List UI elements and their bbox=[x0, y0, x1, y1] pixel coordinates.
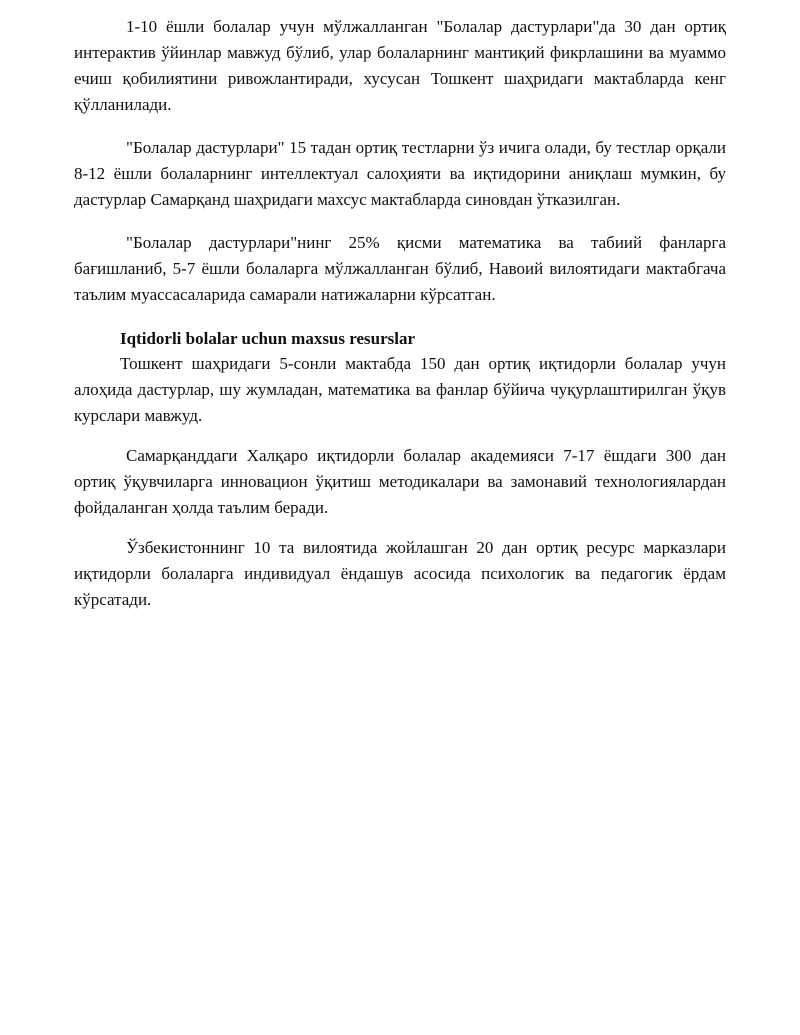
paragraph-2: "Болалар дастурлари" 15 тадан ортиқ тестларни ўз ичига олади, бу тестлар орқали 8-12 ёшли болаларнинг интеллектуал салоҳияти ва иқтидорини аниқлаш мумкин, бу дастурлар Самарқанд шаҳридаги махсус мактабларда синовдан ўтказилган. bbox=[74, 138, 726, 209]
section-paragraph-3: Ўзбекистоннинг 10 та вилоятида жойлашган 20 дан ортиқ ресурс марказлари иқтидорли болаларга индивидуал ёндашув асосида психологик ва педагогик ёрдам кўрсатади. bbox=[74, 538, 726, 609]
document-body bbox=[74, 14, 726, 613]
section-paragraph-2: Самарқанддаги Халқаро иқтидорли болалар академияси 7-17 ёшдаги 300 дан ортиқ ўқувчиларга инновацион ўқитиш методикалари ва замонавий технологиялардан фойдаланган ҳолда таълим беради. bbox=[74, 446, 726, 517]
paragraph-1: 1-10 ёшли болалар учун мўлжалланган "Болалар дастурлари"да 30 дан ортиқ интерактив ўйинлар мавжуд бўлиб, улар болаларнинг мантиқий фикрлашини ва муаммо ечиш қобилиятини ривожлантиради, хусусан Тошкент шаҳридаги мактабларда кенг қўлланилади. bbox=[74, 17, 726, 114]
section-heading: Iqtidorli bolalar uchun maxsus resurslar bbox=[120, 329, 416, 348]
paragraph-3: "Болалар дастурлари"нинг 25% қисми математика ва табиий фанларга бағишланиб, 5-7 ёшли болаларга мўлжалланган бўлиб, Навоий вилоятидаги мактабгача таълим муассасаларида самарали натижаларни кўрсатган. bbox=[74, 233, 726, 304]
section-paragraph-1: Тошкент шаҳридаги 5-сонли мактабда 150 дан ортиқ иқтидорли болалар учун алоҳида дастурлар, шу жумладан, математика ва фанлар бўйича чуқурлаштирилган ўқув курслари мавжуд. bbox=[74, 354, 726, 425]
